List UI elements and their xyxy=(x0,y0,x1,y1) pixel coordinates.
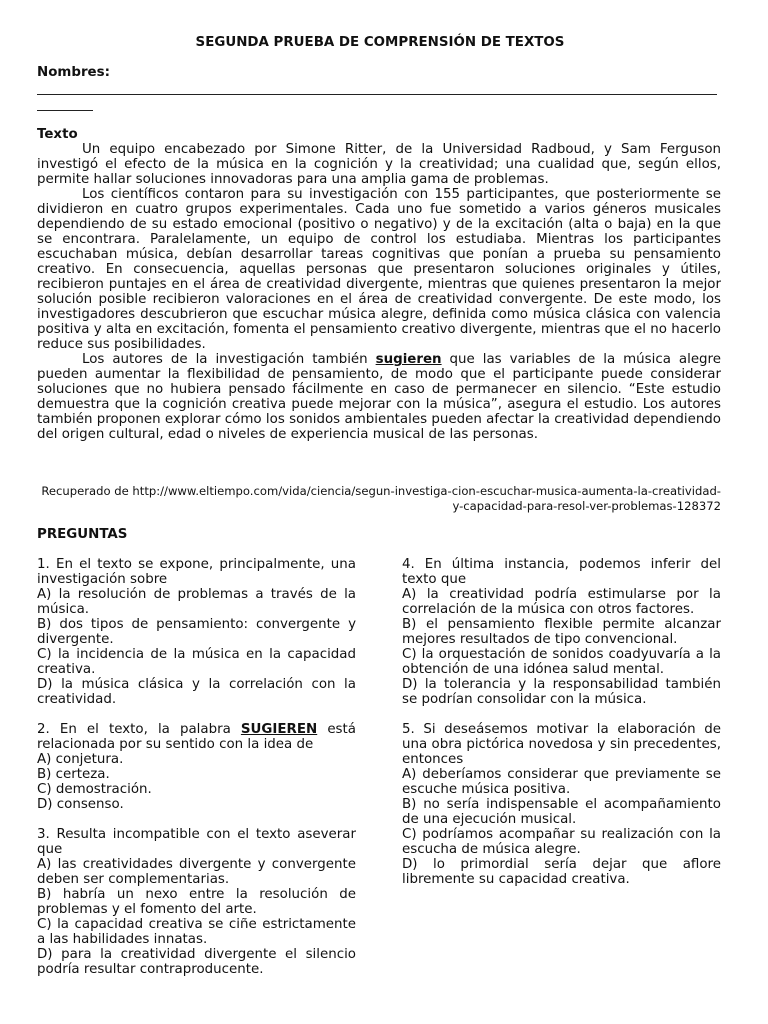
paragraph-text: Un equipo encabezado por Simone Ritter, de la Universidad Radboud, y Sam Ferguson investigó el efecto de la música en la cognición y la creatividad; una cualidad que, según ellos, permite hallar soluciones innovadoras para una amplia gama de problemas. xyxy=(37,142,721,187)
reading-passage xyxy=(37,142,721,442)
answer-option: C) la orquestación de sonidos coadyuvaría a la obtención de una idónea salud mental. xyxy=(402,647,721,677)
answer-option: C) la incidencia de la música en la capacidad creativa. xyxy=(37,647,356,677)
answer-option: A) la resolución de problemas a través de la música. xyxy=(37,587,356,617)
question-stem: 3. Resulta incompatible con el texto aseverar que xyxy=(37,827,356,857)
passage-paragraph xyxy=(37,142,721,187)
question-stem: 2. En el texto, la palabra SUGIEREN está relacionada por su sentido con la idea de xyxy=(37,722,356,752)
questions-column-right xyxy=(402,557,721,902)
question-item xyxy=(402,557,721,707)
source-citation: Recuperado de http://www.eltiempo.com/vida/ciencia/segun-investiga-cion-escuchar-musica-aumenta-la-creatividad-y-capacidad-para-resol-ver-problemas-128372 xyxy=(41,484,721,513)
answer-option: A) deberíamos considerar que previamente se escuche música positiva. xyxy=(402,767,721,797)
name-blank-line xyxy=(37,94,717,95)
nombres-label: Nombres: xyxy=(37,65,110,80)
question-item xyxy=(37,827,356,977)
answer-option: D) la música clásica y la correlación con la creatividad. xyxy=(37,677,356,707)
answer-option: B) certeza. xyxy=(37,767,110,782)
answer-option: A) conjetura. xyxy=(37,752,124,767)
answer-option: D) la tolerancia y la responsabilidad también se podrían consolidar con la música. xyxy=(402,677,721,707)
passage-paragraph xyxy=(37,352,721,442)
keyword-sugieren-question: SUGIEREN xyxy=(240,722,318,737)
passage-paragraph xyxy=(37,187,721,352)
question-stem: 4. En última instancia, podemos inferir del texto que xyxy=(402,557,721,587)
answer-option: B) dos tipos de pensamiento: convergente y divergente. xyxy=(37,617,356,647)
question-stem: 1. En el texto se expone, principalmente, una investigación sobre xyxy=(37,557,356,587)
texto-heading: Texto xyxy=(37,127,78,142)
paragraph-text: Los científicos contaron para su investigación con 155 participantes, que posteriormente se dividieron en cuatro grupos experimentales. Cada uno fue sometido a varios géneros musicales dependiendo de su estado emocional (positivo o negativo) y de la excitación (alta o baja) en la que se encontrara. Paralelamente, un equipo de control los estudiaba. Mientras los participantes escuchaban música, debían desarrollar tareas cognitivas que ponían a prueba su pensamiento creativo. En consecuencia, aquellas personas que presentaron soluciones originales y útiles, recibieron puntajes en el área de creatividad divergente, mientras que quienes presentaron la mejor solución posible recibieron valoraciones en el área de creatividad convergente. De este modo, los investigadores descubrieron que escuchar música alegre, definida como música clásica con valencia positiva y alta en excitación, fomenta el pensamiento creativo divergente, mientras que el no hacerlo reduce sus posibilidades. xyxy=(37,187,721,352)
answer-option: C) la capacidad creativa se ciñe estrictamente a las habilidades innatas. xyxy=(37,917,356,947)
answer-option: B) no sería indispensable el acompañamiento de una ejecución musical. xyxy=(402,797,721,827)
answer-option: B) el pensamiento flexible permite alcanzar mejores resultados de tipo convencional. xyxy=(402,617,721,647)
question-item xyxy=(37,557,356,707)
name-blank-line-continuation xyxy=(37,110,93,111)
keyword-sugieren: sugieren xyxy=(375,352,442,367)
preguntas-heading: PREGUNTAS xyxy=(37,527,128,542)
document-title: SEGUNDA PRUEBA DE COMPRENSIÓN DE TEXTOS xyxy=(195,35,565,50)
answer-option: D) consenso. xyxy=(37,797,124,812)
paragraph-text: que las variables de la música alegre pueden aumentar la flexibilidad de pensamiento, de modo que el participante puede considerar soluciones que no hubiera pensado fácilmente en caso de permanecer en silencio. “Este estudio demuestra que la cognición creativa puede mejorar con la música”, asegura el estudio. Los autores también proponen explorar cómo los sonidos ambientales pueden afectar la creatividad dependiendo del origen cultural, edad o niveles de experiencia musical de las personas. xyxy=(37,352,722,442)
answer-option: A) las creatividades divergente y convergente deben ser complementarias. xyxy=(37,857,356,887)
question-item xyxy=(402,722,721,887)
answer-option: A) la creatividad podría estimularse por la correlación de la música con otros factores. xyxy=(402,587,721,617)
answer-option: D) para la creatividad divergente el silencio podría resultar contraproducente. xyxy=(37,947,356,977)
question-stem: 5. Si deseásemos motivar la elaboración de una obra pictórica novedosa y sin precedentes, entonces xyxy=(402,722,721,767)
question-item xyxy=(37,722,356,812)
answer-option: B) habría un nexo entre la resolución de problemas y el fomento del arte. xyxy=(37,887,356,917)
answer-option: D) lo primordial sería dejar que aflore libremente su capacidad creativa. xyxy=(402,857,721,887)
answer-option: C) demostración. xyxy=(37,782,152,797)
paragraph-text: Los autores de la investigación también xyxy=(82,352,376,367)
answer-option: C) podríamos acompañar su realización con la escucha de música alegre. xyxy=(402,827,721,857)
questions-column-left xyxy=(37,557,356,992)
